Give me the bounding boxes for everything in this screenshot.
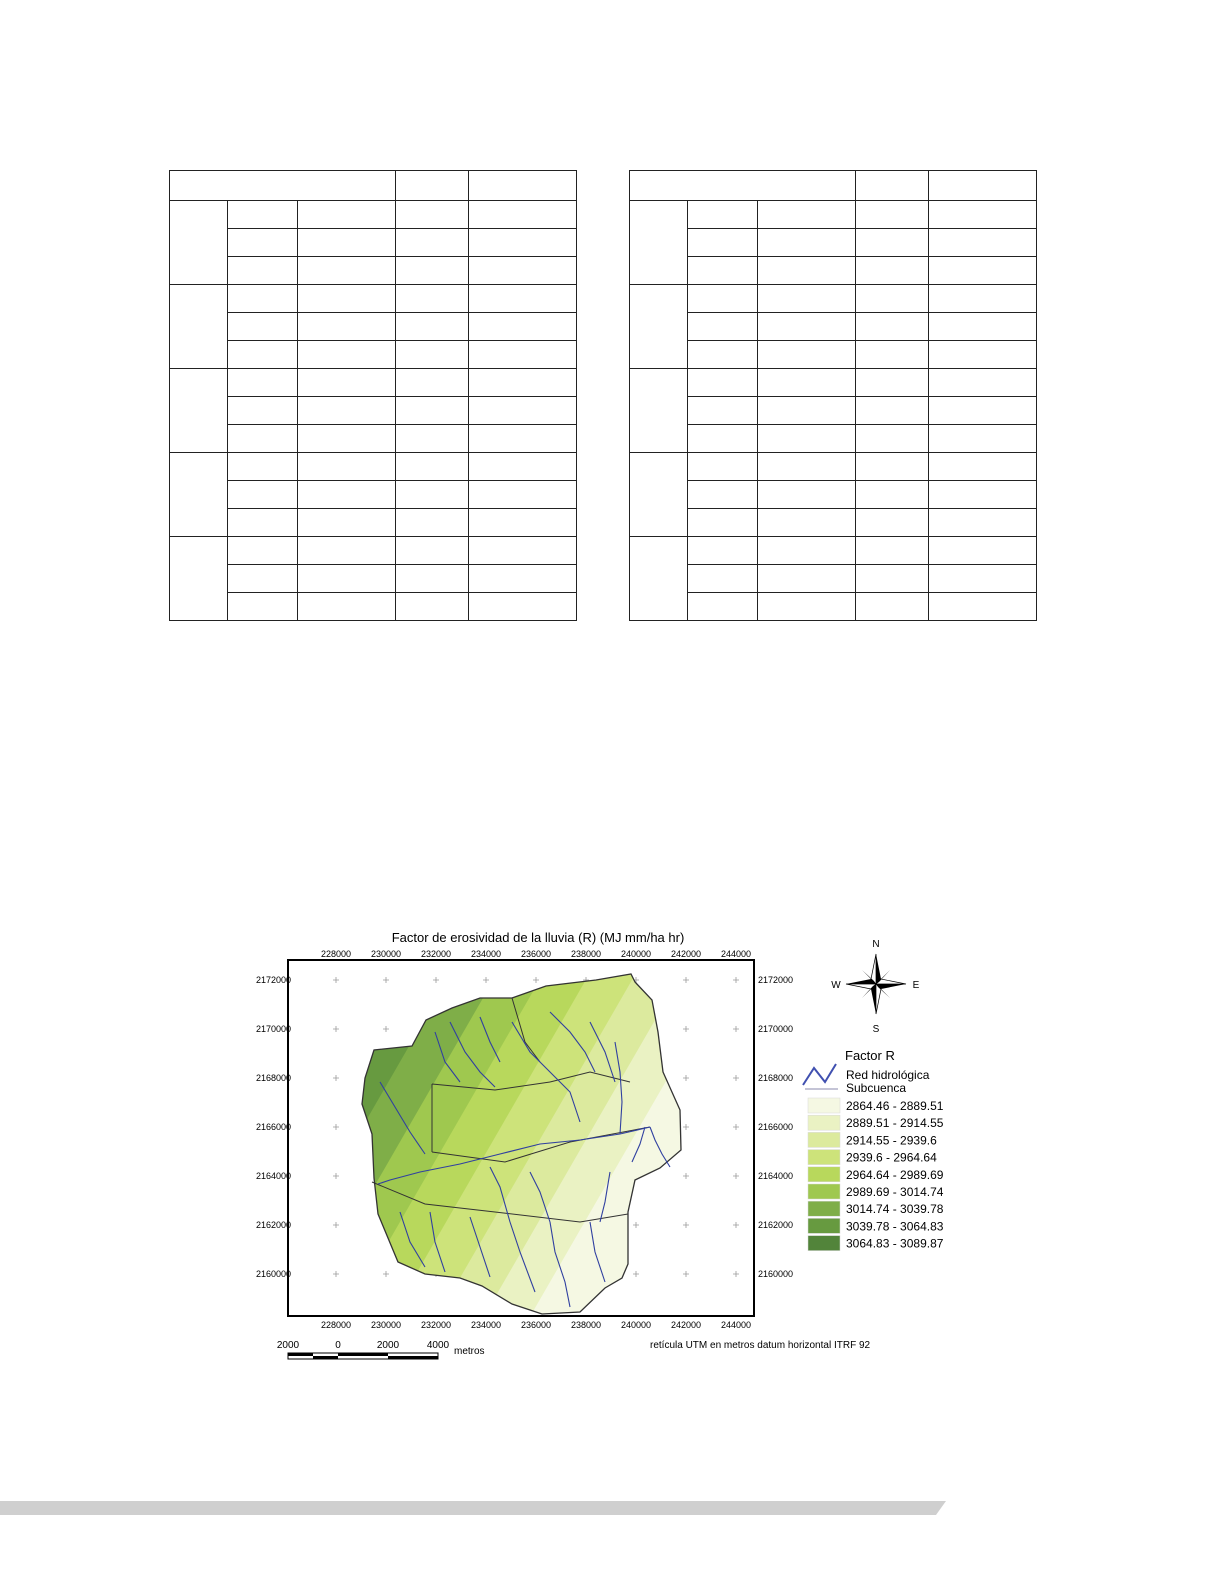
table-cell <box>929 285 1037 313</box>
x-tick-label-bottom: 234000 <box>470 1320 502 1330</box>
table-cell <box>396 201 469 229</box>
y-tick-label-left: 2166000 <box>256 1122 292 1132</box>
x-tick-label-top: 228000 <box>320 949 352 959</box>
grid-cross <box>333 1124 339 1130</box>
group-cell <box>170 453 228 537</box>
table-cell <box>688 565 758 593</box>
table-cell <box>856 509 929 537</box>
y-tick-label-left: 2160000 <box>256 1269 292 1279</box>
table-cell <box>688 537 758 565</box>
legend-class-label: 2964.64 - 2989.69 <box>846 1167 944 1182</box>
table-cell <box>396 369 469 397</box>
table-cell <box>758 593 856 621</box>
y-tick-label-left: 2170000 <box>256 1024 292 1034</box>
legend-swatch <box>808 1115 840 1130</box>
legend-class-label: 2989.69 - 3014.74 <box>846 1185 944 1199</box>
map-title: Factor de erosividad de la lluvia (R) (MJ mm/ha hr) <box>391 930 685 945</box>
table-cell <box>228 509 298 537</box>
y-tick-label-right: 2160000 <box>758 1269 794 1279</box>
grid-cross <box>383 1271 389 1277</box>
grid-cross <box>683 1124 689 1130</box>
table-cell <box>758 285 856 313</box>
table-row <box>170 537 577 565</box>
table-cell <box>856 593 929 621</box>
table-cell <box>228 425 298 453</box>
group-cell <box>630 285 688 369</box>
table-cell <box>298 285 396 313</box>
header-cell <box>856 171 929 201</box>
scale-unit: metros <box>454 1346 485 1357</box>
x-tick-label-top: 236000 <box>520 949 552 959</box>
compass-south: S <box>872 1024 880 1035</box>
table-cell <box>228 565 298 593</box>
x-tick-label-bottom: 240000 <box>620 1320 652 1330</box>
legend-swatch <box>808 1150 840 1165</box>
table-row <box>630 257 1037 285</box>
table-cell <box>228 397 298 425</box>
table-row <box>630 593 1037 621</box>
table-cell <box>929 257 1037 285</box>
table-cell <box>688 285 758 313</box>
table-cell <box>228 481 298 509</box>
table-row <box>630 537 1037 565</box>
table-cell <box>856 285 929 313</box>
table-cell <box>469 537 577 565</box>
table-row <box>630 201 1037 229</box>
table-cell <box>228 369 298 397</box>
x-tick-label-top: 232000 <box>420 949 452 959</box>
table-cell <box>298 481 396 509</box>
table-cell <box>929 537 1037 565</box>
table-row <box>170 257 577 285</box>
table-cell <box>856 397 929 425</box>
scale-bar <box>277 1340 485 1359</box>
table-cell <box>228 201 298 229</box>
grid-cross <box>733 1222 739 1228</box>
table-cell <box>688 201 758 229</box>
table-cell <box>228 341 298 369</box>
table-cell <box>228 313 298 341</box>
legend-title: Factor R <box>845 1048 895 1063</box>
legend-class-label: 2939.6 - 2964.64 <box>846 1150 937 1165</box>
y-tick-label-right: 2172000 <box>758 975 794 985</box>
y-tick-label-right: 2164000 <box>758 1171 794 1181</box>
table-row <box>170 509 577 537</box>
y-tick-label-left: 2162000 <box>256 1220 292 1230</box>
table-cell <box>396 313 469 341</box>
grid-cross <box>433 977 439 983</box>
table-cell <box>469 593 577 621</box>
table-cell <box>298 397 396 425</box>
table-header-row <box>630 171 1037 201</box>
table-cell <box>929 593 1037 621</box>
x-tick-label-top: 244000 <box>720 949 752 959</box>
table-cell <box>469 229 577 257</box>
scale-label-4000: 4000 <box>426 1340 450 1351</box>
table-row <box>170 285 577 313</box>
x-tick-label-top: 230000 <box>370 949 402 959</box>
legend-class-label: 3064.83 - 3089.87 <box>846 1236 944 1251</box>
table-row <box>630 565 1037 593</box>
table-cell <box>856 453 929 481</box>
table-cell <box>758 565 856 593</box>
grid-cross <box>333 1173 339 1179</box>
table-cell <box>856 257 929 285</box>
x-tick-label-bottom: 242000 <box>670 1320 702 1330</box>
table-cell <box>228 453 298 481</box>
table-cell <box>469 285 577 313</box>
table-cell <box>758 201 856 229</box>
table-cell <box>396 509 469 537</box>
table-cell <box>688 481 758 509</box>
table-cell <box>228 285 298 313</box>
table-cell <box>758 481 856 509</box>
legend-river-label: Red hidrológica <box>846 1068 930 1082</box>
table-cell <box>688 453 758 481</box>
y-tick-label-left: 2168000 <box>256 1073 292 1083</box>
table-cell <box>856 313 929 341</box>
table-cell <box>758 453 856 481</box>
table-cell <box>396 481 469 509</box>
x-tick-label-top: 238000 <box>570 949 602 959</box>
table-cell <box>298 341 396 369</box>
table-cell <box>758 397 856 425</box>
grid-cross <box>733 1075 739 1081</box>
table-cell <box>298 593 396 621</box>
table-cell <box>298 425 396 453</box>
header-cell <box>929 171 1037 201</box>
grid-cross <box>683 977 689 983</box>
table-row <box>170 229 577 257</box>
table-cell <box>298 453 396 481</box>
table-cell <box>856 537 929 565</box>
y-tick-label-right: 2162000 <box>758 1220 794 1230</box>
table-cell <box>688 397 758 425</box>
x-tick-labels-top <box>321 949 751 959</box>
table-cell <box>469 257 577 285</box>
map-legend <box>803 1048 944 1251</box>
compass-east: E <box>912 980 920 991</box>
table-cell <box>469 341 577 369</box>
data-table-left <box>169 170 577 621</box>
table-cell <box>758 313 856 341</box>
legend-swatch <box>808 1132 840 1147</box>
table-row <box>630 229 1037 257</box>
grid-cross <box>733 977 739 983</box>
grid-cross <box>333 1026 339 1032</box>
scale-label-2000: 2000 <box>376 1340 400 1351</box>
table-cell <box>396 285 469 313</box>
group-cell <box>170 201 228 285</box>
table-cell <box>929 481 1037 509</box>
compass-north: N <box>872 939 880 950</box>
compass-rose <box>831 939 919 1035</box>
table-cell <box>856 369 929 397</box>
erosivity-map-figure <box>250 922 970 1362</box>
legend-swatch <box>808 1167 840 1182</box>
table-cell <box>228 257 298 285</box>
grid-cross <box>333 1222 339 1228</box>
table-row <box>630 453 1037 481</box>
x-tick-label-bottom: 238000 <box>570 1320 602 1330</box>
compass-west: W <box>831 980 841 991</box>
table-cell <box>688 509 758 537</box>
y-tick-label-left: 2164000 <box>256 1171 292 1181</box>
table-cell <box>688 257 758 285</box>
x-tick-label-bottom: 230000 <box>370 1320 402 1330</box>
table-cell <box>298 313 396 341</box>
grid-cross <box>733 1271 739 1277</box>
table-cell <box>228 229 298 257</box>
table-row <box>630 313 1037 341</box>
x-tick-label-bottom: 228000 <box>320 1320 352 1330</box>
y-tick-label-left: 2172000 <box>256 975 292 985</box>
table-cell <box>396 537 469 565</box>
table-cell <box>228 537 298 565</box>
x-tick-labels-bottom <box>321 1320 751 1330</box>
table-cell <box>856 201 929 229</box>
table-cell <box>929 425 1037 453</box>
river-legend-icon <box>803 1064 836 1085</box>
table-cell <box>396 341 469 369</box>
table-cell <box>688 341 758 369</box>
table-row <box>170 341 577 369</box>
table-cell <box>228 593 298 621</box>
grid-cross <box>383 1026 389 1032</box>
table-row <box>170 481 577 509</box>
x-tick-label-top: 240000 <box>620 949 652 959</box>
y-tick-label-right: 2168000 <box>758 1073 794 1083</box>
grid-cross <box>683 1026 689 1032</box>
table-cell <box>929 341 1037 369</box>
table-row <box>170 369 577 397</box>
table-cell <box>469 397 577 425</box>
table-cell <box>298 369 396 397</box>
table-cell <box>396 593 469 621</box>
table-cell <box>856 565 929 593</box>
header-cell <box>630 171 856 201</box>
table-cell <box>929 453 1037 481</box>
table-cell <box>856 481 929 509</box>
table-cell <box>688 593 758 621</box>
y-tick-labels-right <box>758 975 793 1279</box>
table-cell <box>298 257 396 285</box>
group-cell <box>170 285 228 369</box>
table-row <box>170 397 577 425</box>
grid-cross <box>383 977 389 983</box>
x-tick-label-top: 234000 <box>470 949 502 959</box>
group-cell <box>170 369 228 453</box>
table-cell <box>856 425 929 453</box>
table-cell <box>929 369 1037 397</box>
x-tick-label-bottom: 244000 <box>720 1320 752 1330</box>
table-cell <box>929 313 1037 341</box>
table-cell <box>298 229 396 257</box>
table-row <box>630 481 1037 509</box>
table-cell <box>688 313 758 341</box>
grid-cross <box>733 1026 739 1032</box>
table-cell <box>396 425 469 453</box>
grid-cross <box>483 977 489 983</box>
legend-swatch <box>808 1218 840 1233</box>
table-row <box>170 593 577 621</box>
header-cell <box>396 171 469 201</box>
table-cell <box>758 537 856 565</box>
header-cell <box>170 171 396 201</box>
table-header-row <box>170 171 577 201</box>
table-cell <box>469 509 577 537</box>
table-cell <box>758 509 856 537</box>
legend-swatch <box>808 1184 840 1199</box>
table-cell <box>688 229 758 257</box>
scale-label-2000-left: 2000 <box>276 1340 300 1351</box>
x-tick-label-bottom: 232000 <box>420 1320 452 1330</box>
table-cell <box>396 565 469 593</box>
table-cell <box>469 453 577 481</box>
table-cell <box>298 201 396 229</box>
table-row <box>630 285 1037 313</box>
legend-class-label: 3039.78 - 3064.83 <box>846 1219 944 1234</box>
table-cell <box>856 341 929 369</box>
table-cell <box>758 229 856 257</box>
group-cell <box>630 453 688 537</box>
table-cell <box>758 257 856 285</box>
table-row <box>630 509 1037 537</box>
grid-cross <box>633 1222 639 1228</box>
legend-subbasin-label: Subcuenca <box>846 1081 907 1095</box>
grid-cross <box>533 977 539 983</box>
header-cell <box>469 171 577 201</box>
grid-cross <box>733 1124 739 1130</box>
grid-cross <box>683 1271 689 1277</box>
grid-cross <box>333 1075 339 1081</box>
table-cell <box>469 201 577 229</box>
footer-bar <box>0 1501 948 1515</box>
table-row <box>170 453 577 481</box>
y-tick-label-right: 2166000 <box>758 1122 794 1132</box>
x-tick-label-top: 242000 <box>670 949 702 959</box>
table-row <box>170 565 577 593</box>
grid-cross <box>333 977 339 983</box>
legend-swatch <box>808 1098 840 1113</box>
grid-cross <box>683 1173 689 1179</box>
group-cell <box>630 537 688 621</box>
table-cell <box>469 565 577 593</box>
table-cell <box>758 369 856 397</box>
table-cell <box>929 397 1037 425</box>
table-cell <box>929 201 1037 229</box>
table-cell <box>469 369 577 397</box>
table-cell <box>396 397 469 425</box>
group-cell <box>630 369 688 453</box>
grid-cross <box>633 1271 639 1277</box>
y-tick-labels-left <box>256 975 291 1279</box>
table-cell <box>758 425 856 453</box>
table-row <box>630 425 1037 453</box>
legend-swatch <box>808 1201 840 1216</box>
erosivity-map <box>250 922 970 1362</box>
table-cell <box>688 369 758 397</box>
scale-label-0: 0 <box>335 1340 341 1351</box>
legend-swatch <box>808 1236 840 1251</box>
table-cell <box>856 229 929 257</box>
table-cell <box>929 229 1037 257</box>
group-cell <box>170 537 228 621</box>
legend-class-label: 2864.46 - 2889.51 <box>846 1099 944 1113</box>
data-table-right <box>629 170 1037 621</box>
table-cell <box>396 257 469 285</box>
table-cell <box>469 313 577 341</box>
table-cell <box>298 537 396 565</box>
table-cell <box>929 509 1037 537</box>
table-cell <box>469 425 577 453</box>
table-cell <box>688 425 758 453</box>
table-row <box>630 369 1037 397</box>
table-cell <box>758 341 856 369</box>
grid-cross <box>733 1173 739 1179</box>
x-tick-label-bottom: 236000 <box>520 1320 552 1330</box>
table-cell <box>396 453 469 481</box>
table-cell <box>469 481 577 509</box>
grid-cross <box>333 1271 339 1277</box>
table-row <box>630 397 1037 425</box>
table-row <box>170 201 577 229</box>
table-row <box>630 341 1037 369</box>
table-cell <box>396 229 469 257</box>
table-cell <box>929 565 1037 593</box>
group-cell <box>630 201 688 285</box>
table-cell <box>298 509 396 537</box>
table-cell <box>298 565 396 593</box>
y-tick-label-right: 2170000 <box>758 1024 794 1034</box>
grid-cross <box>683 1222 689 1228</box>
table-row <box>170 425 577 453</box>
grid-note: retícula UTM en metros datum horizontal ITRF 92 <box>650 1340 871 1351</box>
legend-class-label: 2889.51 - 2914.55 <box>846 1116 944 1131</box>
legend-class-label: 3014.74 - 3039.78 <box>846 1202 944 1217</box>
grid-cross <box>683 1075 689 1081</box>
legend-class-label: 2914.55 - 2939.6 <box>846 1133 937 1148</box>
table-row <box>170 313 577 341</box>
